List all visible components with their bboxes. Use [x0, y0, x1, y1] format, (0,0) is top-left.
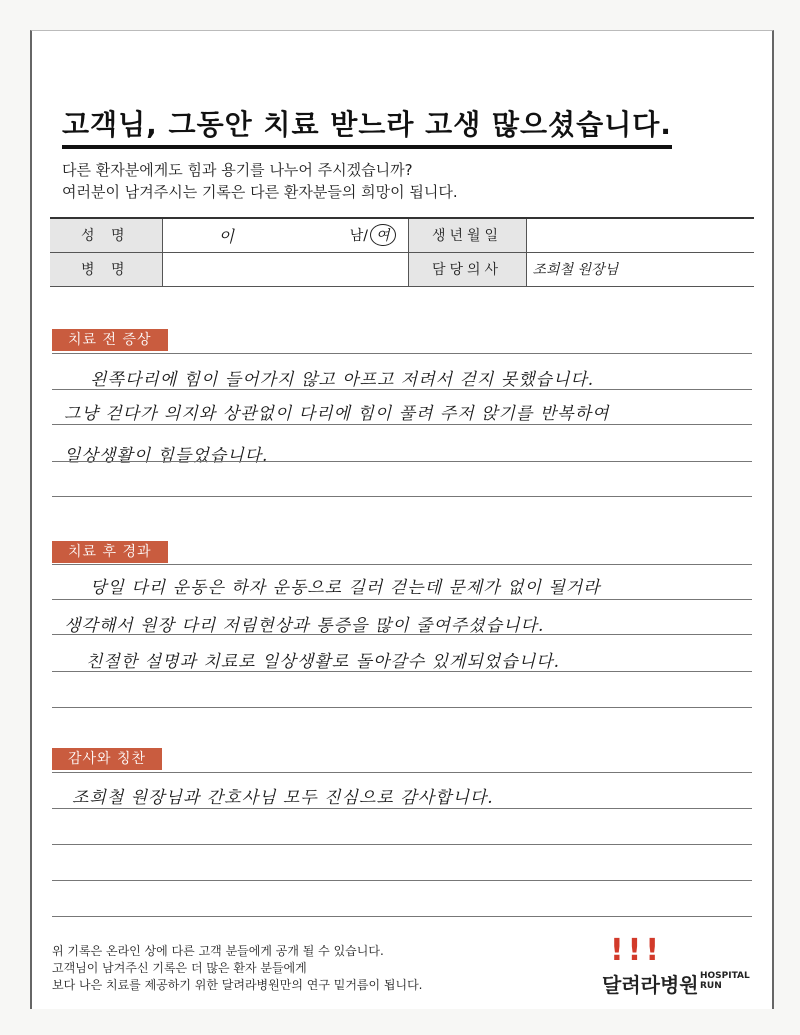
writing-line: [52, 496, 752, 497]
intro-line-2: 여러분이 남겨주시는 기록은 다른 환자분들의 희망이 됩니다.: [62, 183, 458, 201]
info-row-name: [50, 218, 754, 252]
writing-line: [52, 461, 752, 462]
doctor-value: 조희철 원장님: [526, 252, 754, 286]
writing-line: [52, 424, 752, 425]
disease-label: 병 명: [50, 252, 162, 286]
hospital-logo-name: 달려라병원: [602, 973, 699, 997]
section-rule: [52, 564, 752, 565]
gender-field: [350, 224, 396, 246]
before-line-2: 그냥 걷다가 의지와 상관없이 다리에 힘이 풀려 주저 앉기를 반복하여: [64, 404, 610, 424]
birth-label: 생년월일: [408, 218, 526, 252]
gender-female-option-circled: 여: [370, 224, 396, 246]
exclamation-marks-icon: !!!: [610, 933, 664, 968]
thanks-line-1: 조희철 원장님과 간호사님 모두 진심으로 감사합니다.: [72, 788, 494, 808]
footer-line-3: 보다 나은 치료를 제공하기 위한 달려라병원만의 연구 밑거름이 됩니다.: [52, 978, 423, 992]
hospital-logo-sub-2: RUN: [700, 981, 722, 991]
footer-line-1: 위 기록은 온라인 상에 다른 고객 분들에게 공개 될 수 있습니다.: [52, 944, 384, 958]
intro-line-1: 다른 환자분에게도 힘과 용기를 나누어 주시겠습니까?: [62, 161, 413, 179]
disease-value: [162, 252, 408, 286]
section-rule: [52, 353, 752, 354]
gender-male-option: 남: [349, 227, 364, 244]
writing-line: [52, 389, 752, 390]
footer-notes: [52, 943, 423, 994]
writing-line: [52, 844, 752, 845]
after-line-3: 친절한 설명과 치료로 일상생활로 돌아갈수 있게되었습니다.: [86, 652, 560, 672]
patient-info-table: [50, 217, 754, 287]
birth-value: [526, 218, 754, 252]
before-line-1: 왼쪽다리에 힘이 들어가지 않고 아프고 저려서 걷지 못했습니다.: [90, 370, 595, 390]
section-label-thanks: 감사와 칭찬: [52, 748, 162, 770]
writing-line: [52, 916, 752, 917]
gender-separator: /: [363, 227, 368, 244]
doctor-label: 담당의사: [408, 252, 526, 286]
page-title: 고객님, 그동안 치료 받느라 고생 많으셨습니다.: [62, 103, 672, 149]
hospital-logo-sub-1: HOSPITAL: [700, 971, 750, 981]
writing-line: [52, 707, 752, 708]
info-row-disease: [50, 252, 754, 286]
writing-line: [52, 599, 752, 600]
section-label-after-treatment: 치료 후 경과: [52, 541, 168, 563]
footer-line-2: 고객님이 남겨주신 기록은 더 많은 환자 분들에게: [52, 961, 307, 975]
hospital-logo-subtitle: [700, 971, 750, 991]
feedback-form: [30, 30, 774, 1009]
after-line-2: 생각해서 원장 다리 저림현상과 통증을 많이 줄여주셨습니다.: [64, 616, 545, 636]
hospital-logo: [602, 933, 752, 1003]
before-line-3: 일상생활이 힘들었습니다.: [64, 446, 269, 466]
section-rule: [52, 772, 752, 773]
name-label: 성 명: [50, 218, 162, 252]
after-line-1: 당일 다리 운동은 하자 운동으로 길러 걷는데 문제가 없이 될거라: [90, 578, 601, 598]
writing-line: [52, 671, 752, 672]
name-value: 이: [218, 226, 234, 246]
writing-line: [52, 634, 752, 635]
writing-line: [52, 880, 752, 881]
name-cell: [162, 218, 408, 252]
section-label-before-treatment: 치료 전 증상: [52, 329, 168, 351]
writing-line: [52, 808, 752, 809]
